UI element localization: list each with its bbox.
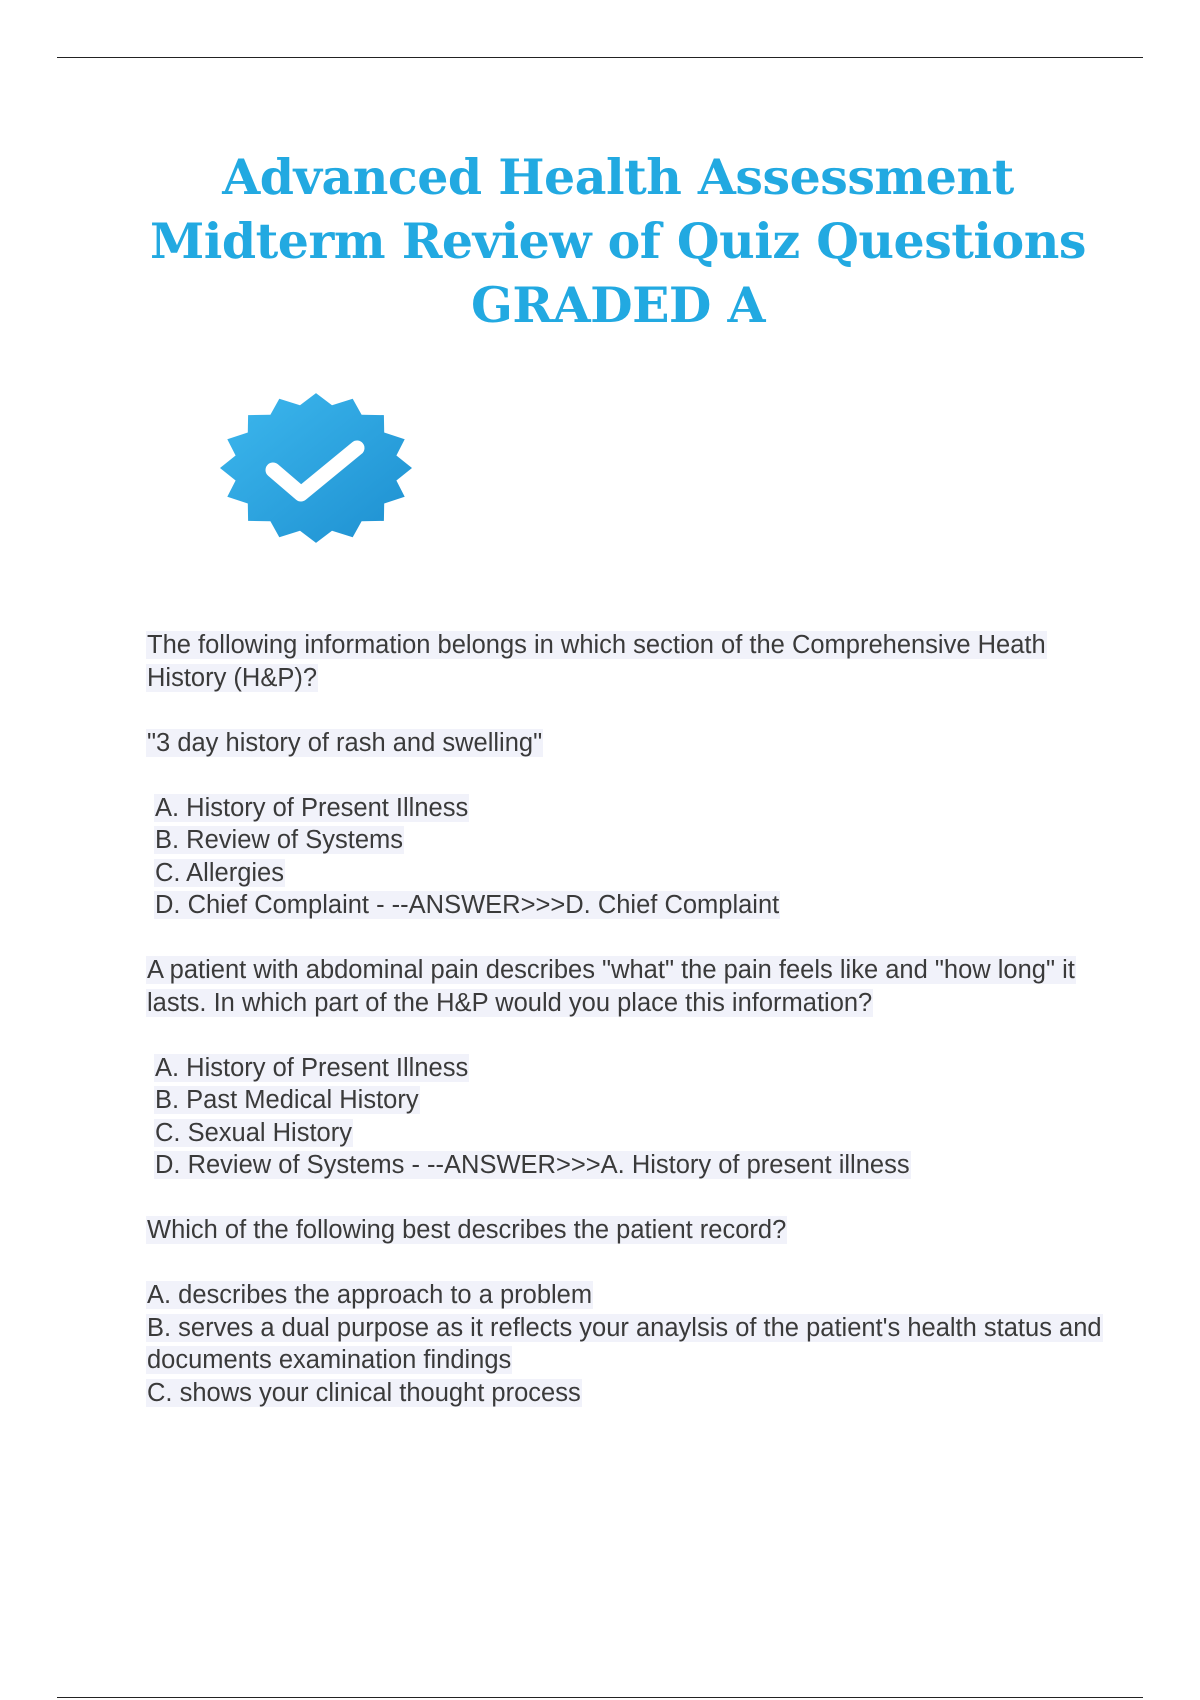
question-1-options <box>146 792 1106 922</box>
question-3-options <box>146 1279 1106 1409</box>
option-item: B. Past Medical History <box>155 1086 419 1114</box>
document-title <box>0 145 1200 337</box>
verified-check-badge-icon <box>213 390 419 546</box>
title-line-3: GRADED A <box>471 276 765 334</box>
option-item-with-answer: D. Review of Systems - --ANSWER>>>A. History of present illness <box>155 1151 910 1179</box>
question-2-options <box>146 1052 1106 1182</box>
option-item: C. shows your clinical thought process <box>147 1378 581 1407</box>
option-item: A. describes the approach to a problem <box>147 1281 593 1309</box>
option-item: B. serves a dual purpose as it reflects your anaylsis of the patient's health status and documents examination findings <box>147 1313 1102 1374</box>
question-1-prompt: The following information belongs in which section of the Comprehensive Heath History (H&P)? <box>147 631 1046 692</box>
option-item: C. Allergies <box>155 858 284 887</box>
option-item: A. History of Present Illness <box>155 1053 469 1082</box>
option-item: A. History of Present Illness <box>155 793 469 822</box>
bottom-divider <box>57 1697 1143 1698</box>
title-line-1: Advanced Health Assessment <box>222 148 1014 206</box>
question-2-prompt: A patient with abdominal pain describes "what" the pain feels like and "how long" it lasts. In which part of the H&P would you place this information? <box>147 956 1075 1017</box>
option-item: B. Review of Systems <box>155 826 403 854</box>
top-divider <box>57 57 1143 58</box>
title-line-2: Midterm Review of Quiz Questions <box>150 212 1086 270</box>
questions-section <box>146 629 1106 1442</box>
option-item-with-answer: D. Chief Complaint - --ANSWER>>>D. Chief Complaint <box>155 891 780 919</box>
option-item: C. Sexual History <box>155 1118 352 1147</box>
question-1-quote: "3 day history of rash and swelling" <box>147 728 543 757</box>
question-3-prompt: Which of the following best describes the patient record? <box>147 1216 787 1244</box>
